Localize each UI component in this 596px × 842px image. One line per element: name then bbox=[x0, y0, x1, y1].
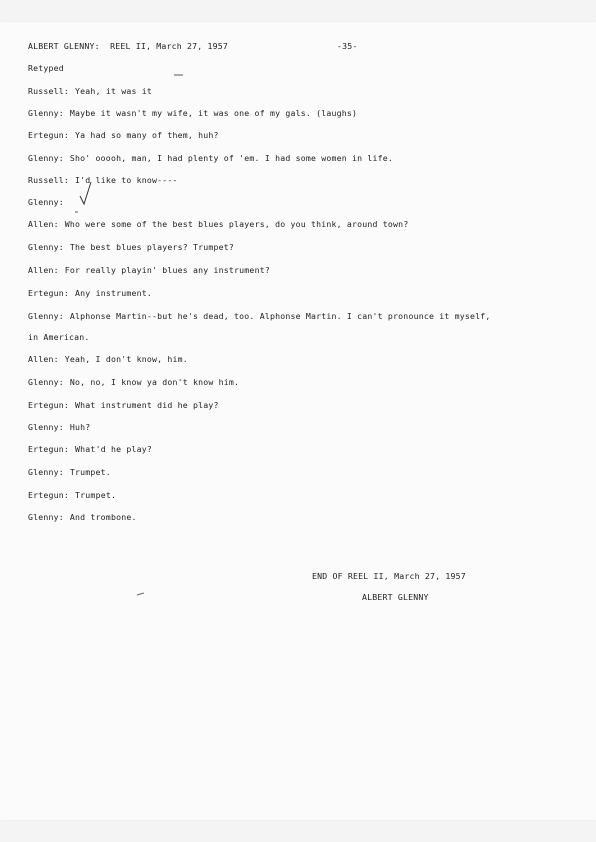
speech-text: Alphonse Martin--but he's dead, too. Alphonse Martin. I can't pronounce it myself, bbox=[69, 311, 491, 321]
speech-text: And trombone. bbox=[69, 512, 137, 522]
speech-text: Maybe it wasn't my wife, it was one of my gals. (laughs) bbox=[69, 108, 358, 118]
speaker-name: Ertegun: bbox=[28, 288, 70, 298]
transcript-line-continuation bbox=[28, 332, 568, 342]
transcript-line bbox=[28, 311, 568, 321]
speech-text: Sho' ooooh, man, I had plenty of 'em. I had some women in life. bbox=[69, 153, 394, 163]
speech-text: The best blues players? Trumpet? bbox=[69, 242, 235, 252]
speaker-name: Glenny: bbox=[28, 197, 64, 207]
speech-text: For really playin' blues any instrument? bbox=[64, 265, 270, 275]
speaker-name: Allen: bbox=[28, 354, 59, 364]
transcript-line bbox=[28, 512, 568, 522]
transcript-line bbox=[28, 354, 568, 364]
speech-text: What'd he play? bbox=[75, 444, 152, 454]
retyped-note: Retyped bbox=[28, 63, 64, 73]
speaker-name: Glenny: bbox=[28, 377, 64, 387]
speaker-name: Glenny: bbox=[28, 467, 64, 477]
transcript-line bbox=[28, 467, 568, 477]
header-title: ALBERT GLENNY: REEL II, March 27, 1957 bbox=[28, 41, 229, 51]
document-page bbox=[0, 22, 596, 820]
transcript-line bbox=[28, 288, 568, 298]
speaker-name: Allen: bbox=[28, 265, 59, 275]
transcript-line bbox=[28, 108, 568, 118]
stray-mark-icon bbox=[74, 210, 80, 214]
speaker-name: Glenny: bbox=[28, 153, 64, 163]
end-of-reel-line: END OF REEL II, March 27, 1957 bbox=[312, 571, 466, 581]
speaker-name: Glenny: bbox=[28, 242, 64, 252]
speech-text: Who were some of the best blues players, do you think, around town? bbox=[64, 219, 409, 229]
transcript-line bbox=[28, 444, 568, 454]
stray-mark-icon bbox=[173, 73, 185, 77]
speaker-name: Ertegun: bbox=[28, 490, 70, 500]
transcript-line bbox=[28, 175, 568, 185]
speaker-name: Glenny: bbox=[28, 422, 64, 432]
speech-text: Trumpet. bbox=[75, 490, 117, 500]
speaker-name: Glenny: bbox=[28, 311, 64, 321]
page-number: -35- bbox=[337, 41, 358, 51]
speech-text: What instrument did he play? bbox=[75, 400, 219, 410]
transcript-line bbox=[28, 400, 568, 410]
transcript-line bbox=[28, 377, 568, 387]
transcript-line bbox=[28, 197, 568, 207]
transcript-line bbox=[28, 86, 568, 96]
transcript-line bbox=[28, 130, 568, 140]
transcript-line bbox=[28, 422, 568, 432]
end-name-line: ALBERT GLENNY bbox=[362, 592, 429, 602]
speech-text: in American. bbox=[28, 332, 90, 342]
speech-text: No, no, I know ya don't know him. bbox=[69, 377, 240, 387]
speaker-name: Russell: bbox=[28, 175, 70, 185]
transcript-line bbox=[28, 490, 568, 500]
transcript-line bbox=[28, 153, 568, 163]
speech-text: Yeah, it was it bbox=[75, 86, 152, 96]
transcript-line bbox=[28, 219, 568, 229]
speech-text: Any instrument. bbox=[75, 288, 152, 298]
speech-text: Huh? bbox=[69, 422, 91, 432]
speaker-name: Russell: bbox=[28, 86, 70, 96]
speech-text: Ya had so many of them, huh? bbox=[75, 130, 219, 140]
transcript-line bbox=[28, 242, 568, 252]
speech-text: I'd like to know---- bbox=[75, 175, 178, 185]
stray-mark-icon bbox=[136, 592, 146, 596]
speaker-name: Glenny: bbox=[28, 108, 64, 118]
speaker-name: Ertegun: bbox=[28, 400, 70, 410]
speech-text: Yeah, I don't know, him. bbox=[64, 354, 188, 364]
speech-text: Trumpet. bbox=[69, 467, 111, 477]
speaker-name: Ertegun: bbox=[28, 444, 70, 454]
speaker-name: Allen: bbox=[28, 219, 59, 229]
transcript-line bbox=[28, 265, 568, 275]
speaker-name: Ertegun: bbox=[28, 130, 70, 140]
speaker-name: Glenny: bbox=[28, 512, 64, 522]
